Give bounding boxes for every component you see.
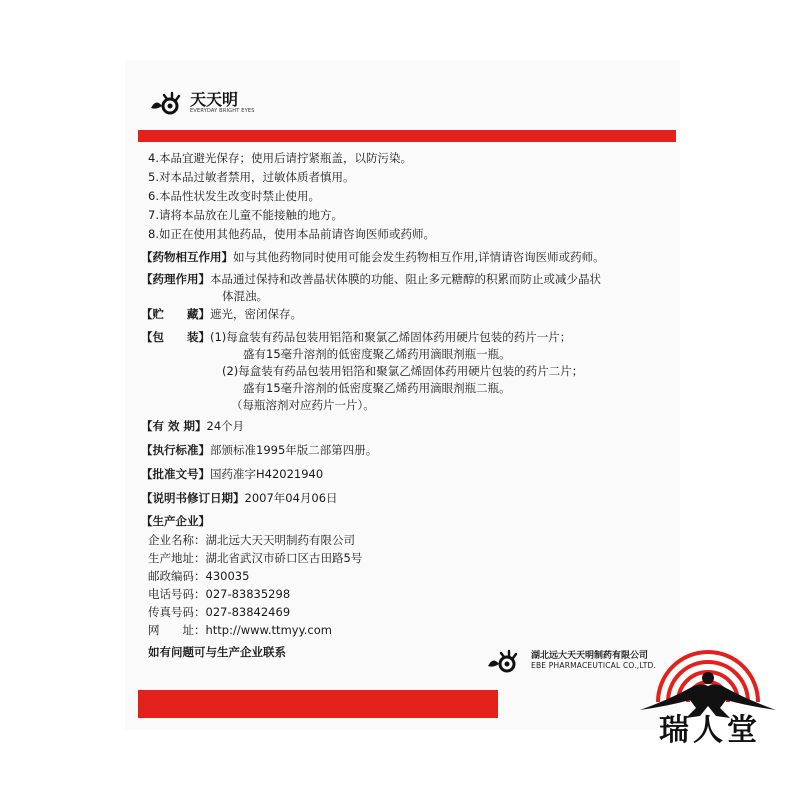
package-line: 盛有15毫升溶剂的低密度聚乙烯药用滴眼剂瓶二瓶。 — [243, 381, 511, 395]
precaution-item: 5.对本品过敏者禁用，过敏体质者慎用。 — [148, 170, 355, 184]
storage-section — [141, 307, 302, 322]
package-line: （每瓶溶剂对应药片一片）。 — [231, 398, 375, 412]
field-value: 430035 — [205, 569, 250, 583]
package-line: (2)每盒装有药品包装用铝箔和聚氯乙烯固体药用硬片包装的药片二片； — [222, 364, 584, 378]
revision-label: 【说明书修订日期】 — [141, 491, 245, 505]
manufacturer-field — [148, 623, 332, 638]
field-label: 企业名称： — [148, 533, 206, 547]
precaution-item: 4.本品宜避光保存；使用后请拧紧瓶盖，以防污染。 — [148, 151, 412, 165]
brand-header — [148, 88, 255, 118]
field-label: 邮政编码： — [148, 569, 206, 583]
storage-text: 遮光，密闭保存。 — [210, 307, 302, 321]
company-name-cn: 湖北远大天天明制药有限公司 — [531, 650, 649, 661]
precaution-item: 8.如正在使用其他药品，使用本品前请咨询医师或药师。 — [148, 227, 435, 241]
field-value: 湖北远大天天明制药有限公司 — [205, 533, 355, 547]
approval-section — [141, 467, 323, 482]
brand-slogan: EVERYDAY BRIGHT EYES — [190, 108, 255, 114]
field-label: 网 址： — [148, 623, 206, 637]
package-label: 【包 装】 — [141, 330, 210, 344]
precaution-item: 7.请将本品放在儿童不能接触的地方。 — [148, 208, 343, 222]
validity-text: 24个月 — [206, 419, 245, 433]
field-value: 027-83835298 — [205, 587, 291, 601]
ebe-eye-logo-icon — [485, 648, 525, 674]
company-name-en: EBE PHARMACEUTICAL CO.,LTD. — [531, 660, 657, 670]
contact-note: 如有问题可与生产企业联系 — [148, 645, 286, 659]
standard-text: 部颁标准1995年版二部第四册。 — [210, 443, 378, 457]
field-value: 湖北省武汉市硚口区古田路5号 — [205, 551, 363, 565]
validity-section — [141, 419, 244, 434]
pharmacology-text-cont: 体混浊。 — [222, 289, 268, 303]
package-line: 盛有15毫升溶剂的低密度聚乙烯药用滴眼剂瓶一瓶。 — [243, 347, 511, 361]
manufacturer-field — [148, 533, 355, 548]
red-header-bar — [138, 130, 676, 142]
field-value: http://www.ttmyy.com — [205, 623, 332, 637]
watermark-text: 瑞人堂 — [659, 713, 761, 748]
precaution-item: 6.本品性状发生改变时禁止使用。 — [148, 189, 320, 203]
approval-label: 【批准文号】 — [141, 467, 210, 481]
pharmacology-label: 【药理作用】 — [141, 272, 210, 286]
approval-text: 国药准字H42021940 — [210, 467, 324, 481]
field-value: 027-83842469 — [205, 605, 291, 619]
package-line: (1)每盒装有药品包装用铝箔和聚氯乙烯固体药用硬片包装的药片一片； — [210, 330, 572, 344]
ebe-eye-logo-icon — [148, 90, 188, 116]
manufacturer-field — [148, 551, 362, 566]
interaction-section — [141, 250, 605, 265]
manufacturer-field — [148, 587, 290, 602]
revision-text: 2007年04月06日 — [244, 491, 338, 505]
validity-label: 【有 效 期】 — [141, 419, 207, 433]
field-label: 传真号码： — [148, 605, 206, 619]
storage-label: 【贮 藏】 — [141, 307, 210, 321]
revision-section — [141, 491, 338, 506]
manufacturer-field — [148, 605, 290, 620]
pharmacology-text: 本品通过保持和改善晶状体膜的功能、阻止多元糖醇的积累而防止或减少晶状 — [210, 272, 601, 286]
standard-section — [141, 443, 377, 458]
manufacturer-label: 【生产企业】 — [141, 514, 210, 528]
interaction-label: 【药物相互作用】 — [141, 250, 233, 264]
manufacturer-field — [148, 569, 249, 584]
brand-name: 天天明 — [190, 90, 239, 109]
interaction-text: 如与其他药物同时使用可能会发生药物相互作用,详情请咨询医师或药师。 — [233, 250, 605, 264]
red-footer-bar — [138, 690, 498, 718]
pharmacology-section — [141, 272, 601, 287]
standard-label: 【执行标准】 — [141, 443, 210, 457]
shop-watermark-logo — [628, 622, 788, 782]
field-label: 电话号码： — [148, 587, 206, 601]
package-section — [141, 330, 571, 345]
field-label: 生产地址： — [148, 551, 206, 565]
